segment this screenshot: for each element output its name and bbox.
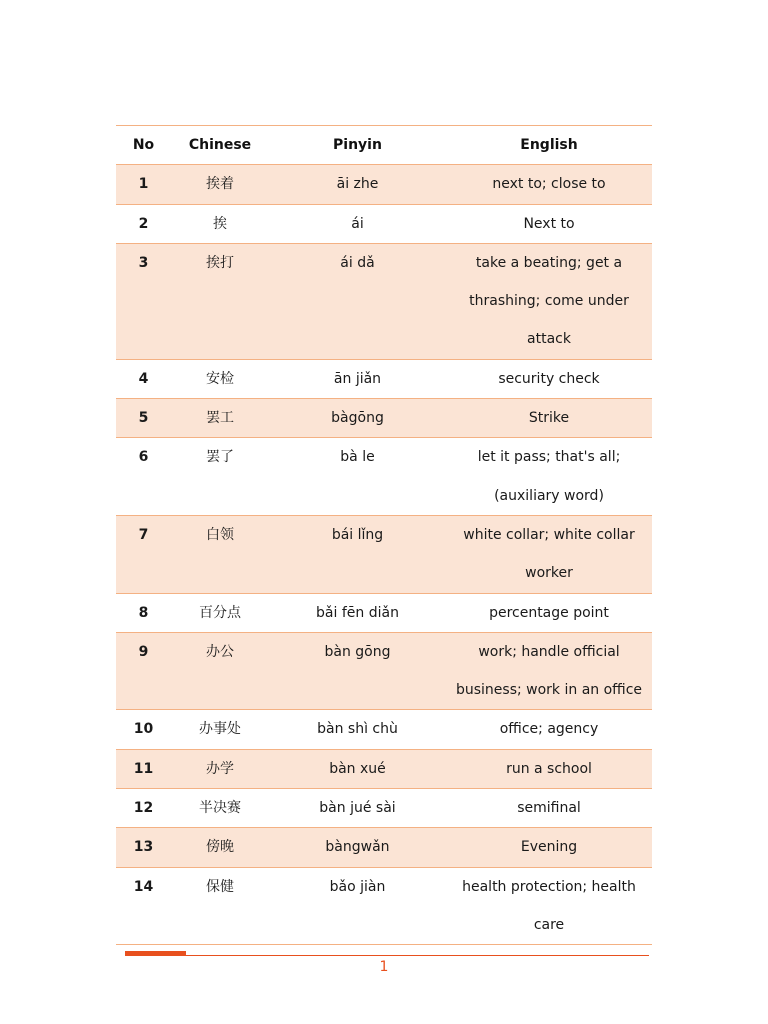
- table-body: [116, 165, 652, 945]
- cell-pinyin: āi zhe: [269, 165, 446, 204]
- cell-no: 4: [116, 359, 171, 398]
- cell-chinese: 白领: [171, 515, 269, 593]
- cell-no: 10: [116, 710, 171, 749]
- table-row: [116, 165, 652, 204]
- cell-pinyin: ái dǎ: [269, 243, 446, 359]
- table-row: [116, 515, 652, 593]
- cell-no: 11: [116, 749, 171, 788]
- cell-no: 1: [116, 165, 171, 204]
- cell-no: 3: [116, 243, 171, 359]
- table-row: [116, 359, 652, 398]
- cell-english: next to; close to: [446, 165, 652, 204]
- table-row: [116, 438, 652, 516]
- cell-english: let it pass; that's all; (auxiliary word): [446, 438, 652, 516]
- footer-divider: [125, 955, 649, 956]
- cell-chinese: 挨: [171, 204, 269, 243]
- header-chinese: Chinese: [171, 126, 269, 165]
- cell-english: percentage point: [446, 593, 652, 632]
- cell-english: Evening: [446, 828, 652, 867]
- cell-no: 5: [116, 399, 171, 438]
- cell-pinyin: bàngwǎn: [269, 828, 446, 867]
- cell-no: 12: [116, 789, 171, 828]
- cell-chinese: 半决赛: [171, 789, 269, 828]
- page-number: 1: [379, 959, 389, 975]
- cell-english: office; agency: [446, 710, 652, 749]
- cell-pinyin: bàgōng: [269, 399, 446, 438]
- table-row: [116, 593, 652, 632]
- cell-no: 2: [116, 204, 171, 243]
- cell-english: health protection; health care: [446, 867, 652, 945]
- cell-no: 7: [116, 515, 171, 593]
- cell-no: 13: [116, 828, 171, 867]
- cell-chinese: 罢了: [171, 438, 269, 516]
- cell-chinese: 安检: [171, 359, 269, 398]
- cell-english: Next to: [446, 204, 652, 243]
- cell-chinese: 保健: [171, 867, 269, 945]
- cell-english: work; handle official business; work in an office: [446, 632, 652, 710]
- cell-pinyin: bàn gōng: [269, 632, 446, 710]
- cell-english: run a school: [446, 749, 652, 788]
- cell-pinyin: bǎi fēn diǎn: [269, 593, 446, 632]
- table-row: [116, 710, 652, 749]
- table-header-row: [116, 126, 652, 165]
- cell-english: security check: [446, 359, 652, 398]
- table-row: [116, 828, 652, 867]
- table-row: [116, 399, 652, 438]
- cell-chinese: 挨着: [171, 165, 269, 204]
- cell-english: white collar; white collar worker: [446, 515, 652, 593]
- table-row: [116, 243, 652, 359]
- cell-chinese: 挨打: [171, 243, 269, 359]
- cell-chinese: 办学: [171, 749, 269, 788]
- cell-no: 14: [116, 867, 171, 945]
- cell-pinyin: bàn shì chù: [269, 710, 446, 749]
- cell-pinyin: bàn jué sài: [269, 789, 446, 828]
- cell-pinyin: ái: [269, 204, 446, 243]
- cell-pinyin: bàn xué: [269, 749, 446, 788]
- cell-chinese: 办公: [171, 632, 269, 710]
- table-row: [116, 789, 652, 828]
- table-row: [116, 867, 652, 945]
- cell-no: 8: [116, 593, 171, 632]
- table-row: [116, 204, 652, 243]
- header-no: No: [116, 126, 171, 165]
- table-row: [116, 749, 652, 788]
- cell-pinyin: bǎo jiàn: [269, 867, 446, 945]
- cell-english: semifinal: [446, 789, 652, 828]
- cell-english: Strike: [446, 399, 652, 438]
- header-pinyin: Pinyin: [269, 126, 446, 165]
- cell-no: 6: [116, 438, 171, 516]
- cell-no: 9: [116, 632, 171, 710]
- cell-chinese: 罢工: [171, 399, 269, 438]
- cell-chinese: 傍晚: [171, 828, 269, 867]
- vocabulary-table: [116, 125, 652, 945]
- header-english: English: [446, 126, 652, 165]
- cell-pinyin: ān jiǎn: [269, 359, 446, 398]
- cell-pinyin: bái lǐng: [269, 515, 446, 593]
- cell-chinese: 百分点: [171, 593, 269, 632]
- table-row: [116, 632, 652, 710]
- cell-chinese: 办事处: [171, 710, 269, 749]
- cell-english: take a beating; get a thrashing; come under attack: [446, 243, 652, 359]
- cell-pinyin: bà le: [269, 438, 446, 516]
